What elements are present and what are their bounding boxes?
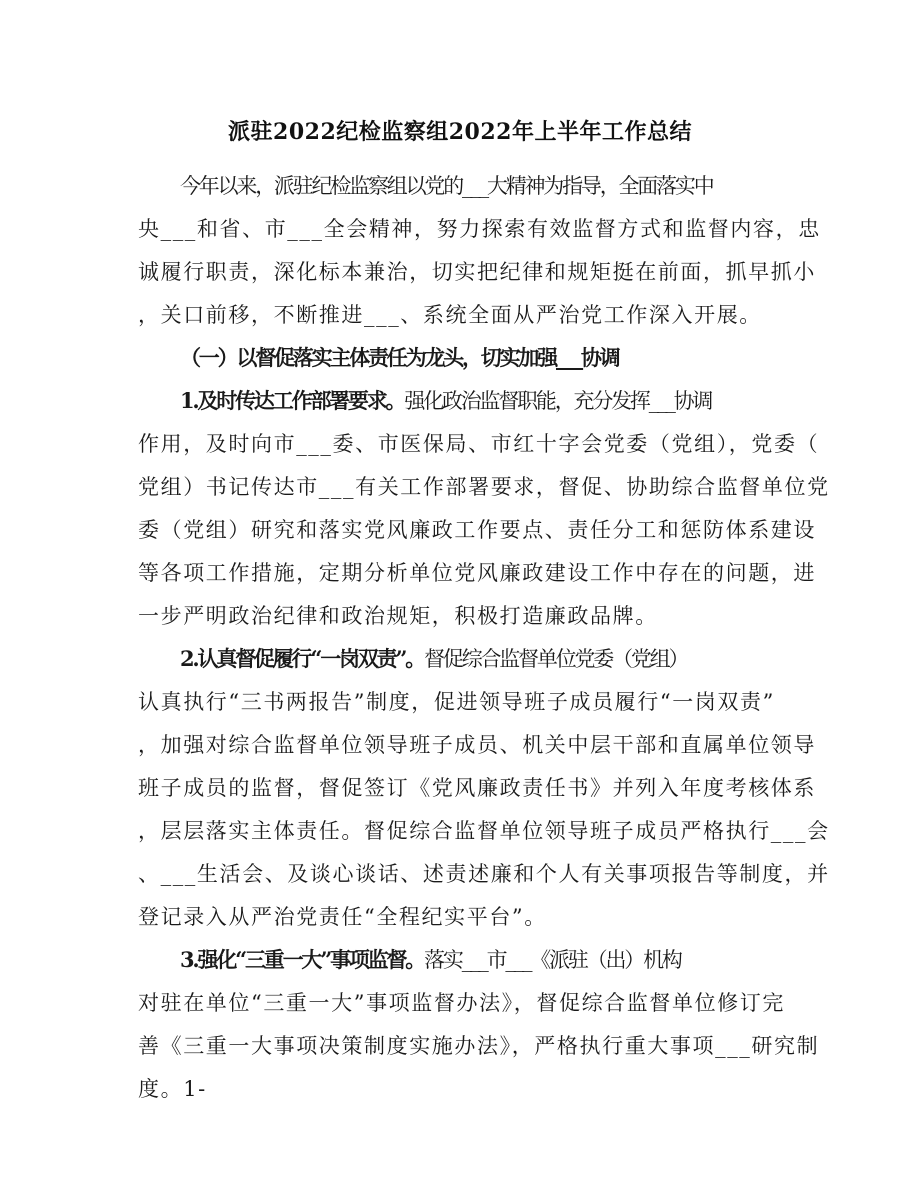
paragraph-line: 党组）书记传达市___有关工作部署要求，督促、协助综合监督单位党 [138, 475, 830, 499]
paragraph-line: 今年以来，派驻纪检监察组以党的___大精神为指导，全面落实中 [180, 174, 713, 198]
paragraph-line: 、___生活会、及谈心谈话、述责述廉和个人有关事项报告等制度，并 [138, 862, 830, 886]
paragraph-line: 登记录入从严治党责任“全程纪实平台”。 [138, 905, 547, 929]
paragraph-line: ，层层落实主体责任。督促综合监督单位领导班子成员严格执行___会 [138, 819, 830, 843]
paragraph-line [180, 383, 830, 419]
paragraph-line: 度。1- [138, 1077, 207, 1101]
paragraph-line: 班子成员的监督，督促签订《党风廉政责任书》并列入年度考核体系 [138, 776, 816, 800]
paragraph-line: 一步严明政治纪律和政治规矩，积极打造廉政品牌。 [138, 604, 658, 628]
paragraph-line: 央___和省、市___全会精神，努力探索有效监督方式和监督内容，忠 [138, 217, 821, 241]
paragraph-text: 落实___市___《派驻（出）机构 [424, 948, 681, 972]
paragraph-line: ，关口前移，不断推进___、系统全面从严治党工作深入开展。 [138, 303, 762, 327]
paragraph-line: ，加强对综合监督单位领导班子成员、机关中层干部和直属单位领导 [138, 733, 816, 757]
paragraph-line: 对驻在单位“三重一大”事项监督办法》，督促综合监督单位修订完 [138, 991, 785, 1015]
paragraph-line: 作用，及时向市___委、市医保局、市红十字会党委（党组），党委（ [138, 432, 820, 456]
paragraph-line [180, 942, 830, 978]
section-heading: （一）以督促落实主体责任为龙头，切实加强___协调 [180, 345, 619, 370]
paragraph-line: 善《三重一大事项决策制度实施办法》，严格执行重大事项___研究制 [138, 1034, 820, 1058]
paragraph-line: 认真执行“三书两报告”制度，促进领导班子成员履行“一岗双责” [138, 690, 775, 714]
subheading: 1.及时传达工作部署要求。 [180, 388, 405, 413]
paragraph-text: 强化政治监督职能，充分发挥___协调 [404, 389, 712, 413]
document-title: 派驻2022纪检监察组2022年上半年工作总结 [228, 119, 692, 145]
paragraph-line: 委（党组）研究和落实党风廉政工作要点、责任分工和惩防体系建设 [138, 518, 816, 542]
subheading: 2.认真督促履行“一岗双责”。 [180, 646, 425, 671]
paragraph-line: 等各项工作措施，定期分析单位党风廉政建设工作中存在的问题，进 [138, 561, 816, 585]
paragraph-text: 督促综合监督单位党委（党组） [424, 647, 688, 671]
paragraph-line: 诚履行职责，深化标本兼治，切实把纪律和规矩挺在前面，抓早抓小 [138, 260, 816, 284]
paragraph-line [180, 641, 830, 677]
subheading: 3.强化“三重一大”事项监督。 [180, 947, 425, 972]
